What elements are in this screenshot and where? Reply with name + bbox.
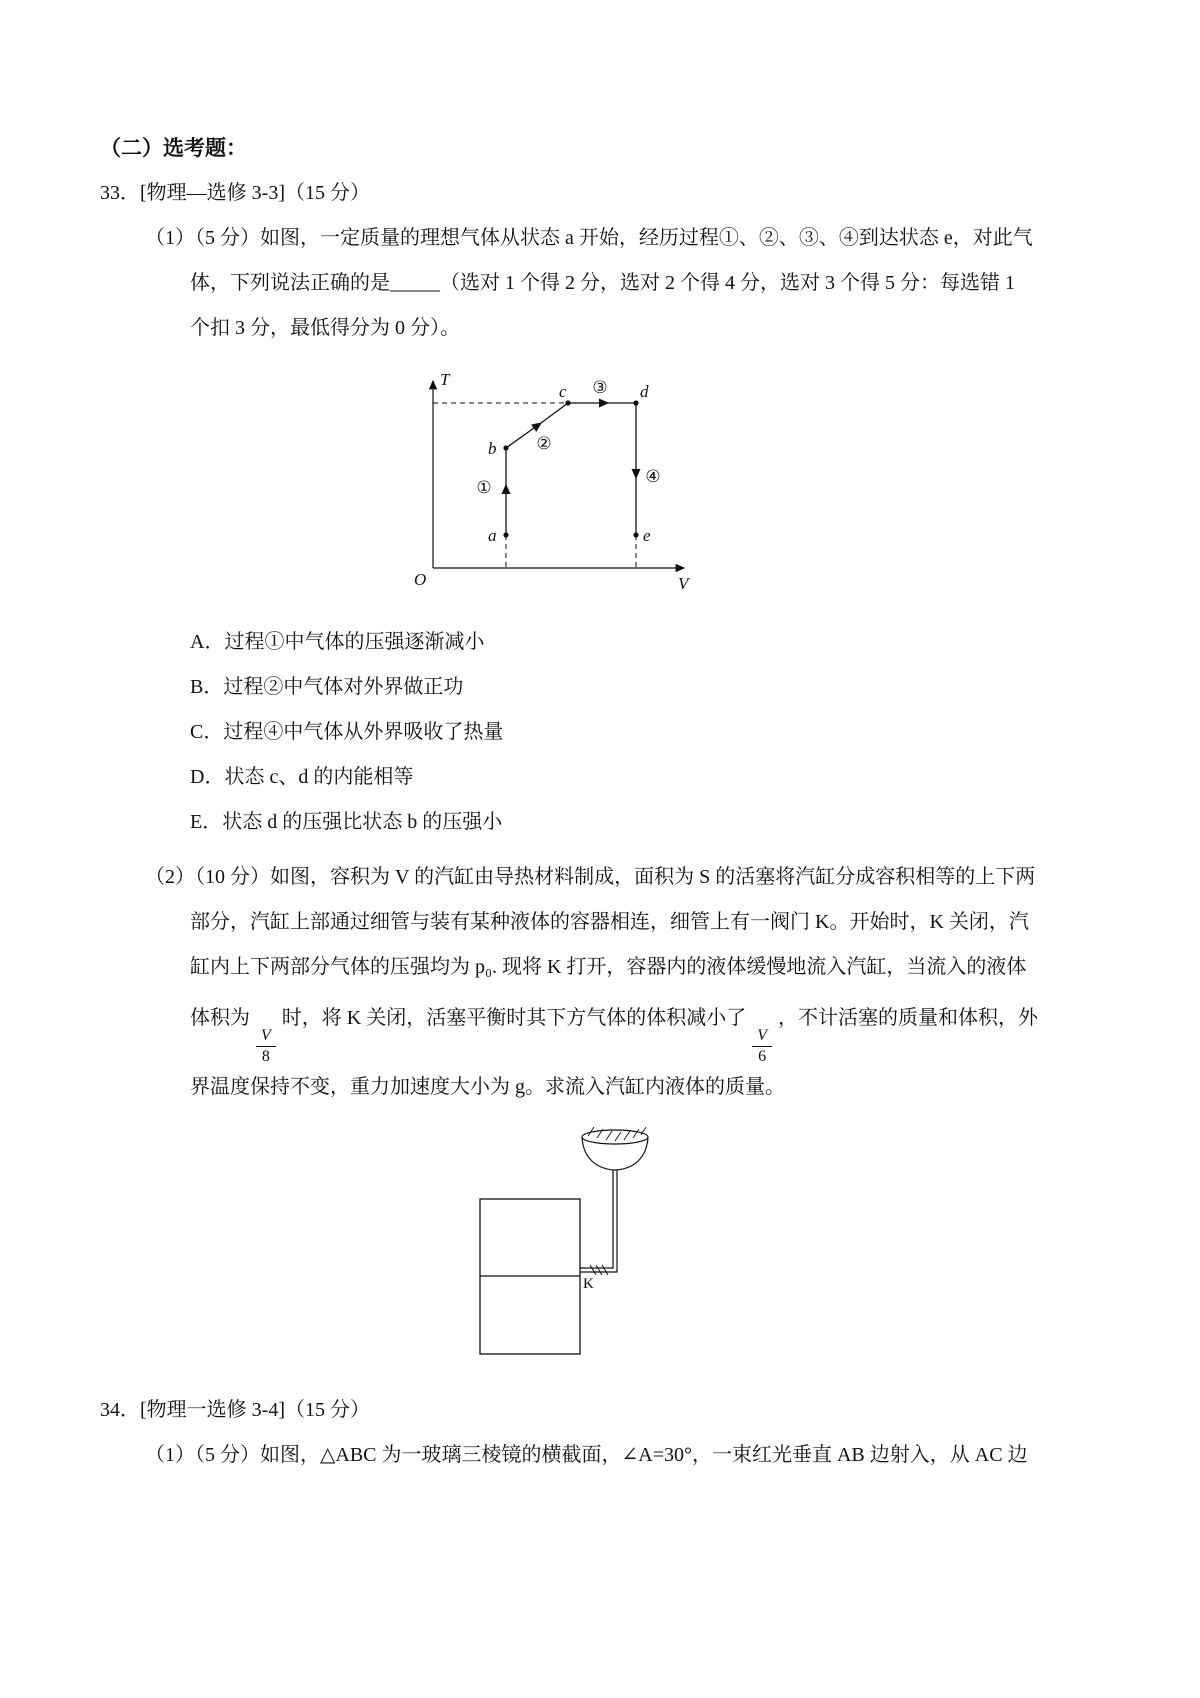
- point-a-label: a: [488, 526, 497, 545]
- text-segment: ，不计活塞的质量和体积，外: [778, 1007, 1039, 1029]
- origin-label: O: [414, 570, 427, 589]
- option-e: E．状态 d 的压强比状态 b 的压强小: [190, 811, 503, 833]
- cylinder-diagram-figure: [470, 1124, 1100, 1372]
- paragraph-line: （2）（10 分）如图，容积为 V 的汽缸由导热材料制成，面积为 S 的活塞将汽缸分成容积相等的上下两: [145, 866, 1036, 888]
- axis-t-label: T: [440, 370, 450, 389]
- process-path: [506, 403, 636, 535]
- q33-part2-text: [100, 855, 1100, 1110]
- point-d-label: d: [640, 382, 649, 401]
- process-3-label: ③: [592, 378, 608, 397]
- option-c: C．过程④中气体从外界吸收了热量: [190, 721, 504, 743]
- section-heading: （二）选考题：: [100, 136, 247, 160]
- fraction-v-over-8: [256, 1027, 276, 1065]
- liquid-hatching: [588, 1127, 646, 1141]
- question-34: [100, 1388, 1100, 1478]
- tv-diagram: [388, 363, 700, 598]
- connecting-tube: [580, 1170, 617, 1272]
- q33-options: [190, 620, 1100, 845]
- point-c-label: c: [559, 382, 567, 401]
- q33-part1-text: [100, 216, 1100, 351]
- fraction-numerator: V: [752, 1027, 772, 1047]
- option-a: A．过程①中气体的压强逐渐减小: [190, 631, 485, 653]
- liquid-container: [582, 1130, 648, 1170]
- valve-k-label: K: [583, 1276, 594, 1293]
- process-1-label: ①: [476, 478, 492, 497]
- fraction-denominator: 6: [758, 1047, 767, 1065]
- process-4-label: ④: [645, 467, 661, 486]
- paragraph-line: （1）（5 分）如图，一定质量的理想气体从状态 a 开始，经历过程①、②、③、④到达状态 e，对此气: [145, 227, 1033, 249]
- text-segment: 体积为: [190, 1007, 250, 1029]
- axis-v-label: V: [678, 574, 689, 593]
- question-34-title: 34．[物理一选修 3-4]（15 分）: [100, 1399, 370, 1422]
- option-b: B．过程②中气体对外界做正功: [190, 676, 464, 698]
- process-2-label: ②: [536, 434, 552, 453]
- cylinder: [480, 1199, 580, 1354]
- paragraph-line: 体，下列说法正确的是_____（选对 1 个得 2 分，选对 2 个得 4 分，选对 3 个得 5 分：每选错 1: [190, 272, 1015, 294]
- paragraph-line-with-fractions: [190, 990, 1100, 1065]
- cylinder-diagram: [470, 1124, 670, 1372]
- valve-hatching: [590, 1265, 608, 1275]
- paragraph-line: 缸内上下两部分气体的压强均为 p₀. 现将 K 打开，容器内的液体缓慢地流入汽缸，当流入的液体: [190, 956, 1027, 978]
- paragraph-line: 部分，汽缸上部通过细管与装有某种液体的容器相连，细管上有一阀门 K。开始时，K 关闭，汽: [190, 911, 1029, 933]
- option-d: D．状态 c、d 的内能相等: [190, 766, 414, 788]
- point-e-label: e: [643, 526, 651, 545]
- tv-diagram-figure: [388, 363, 1100, 598]
- question-33-title: 33．[物理—选修 3-3]（15 分）: [100, 182, 370, 204]
- text-segment: 时，将 K 关闭，活塞平衡时其下方气体的体积减小了: [281, 1007, 747, 1029]
- fraction-denominator: 8: [261, 1047, 270, 1065]
- fraction-numerator: V: [256, 1027, 276, 1047]
- paragraph-line: 个扣 3 分，最低得分为 0 分）。: [190, 317, 460, 339]
- paragraph-line: 界温度保持不变，重力加速度大小为 g。求流入汽缸内液体的质量。: [190, 1076, 785, 1099]
- fraction-v-over-6: [752, 1027, 772, 1065]
- state-points: [503, 400, 638, 537]
- q34-part1-line: （1）（5 分）如图，△ABC 为一玻璃三棱镜的横截面，∠A=30°，一束红光垂直 AB 边射入，从 AC 边: [145, 1444, 1028, 1467]
- point-b-label: b: [488, 439, 497, 458]
